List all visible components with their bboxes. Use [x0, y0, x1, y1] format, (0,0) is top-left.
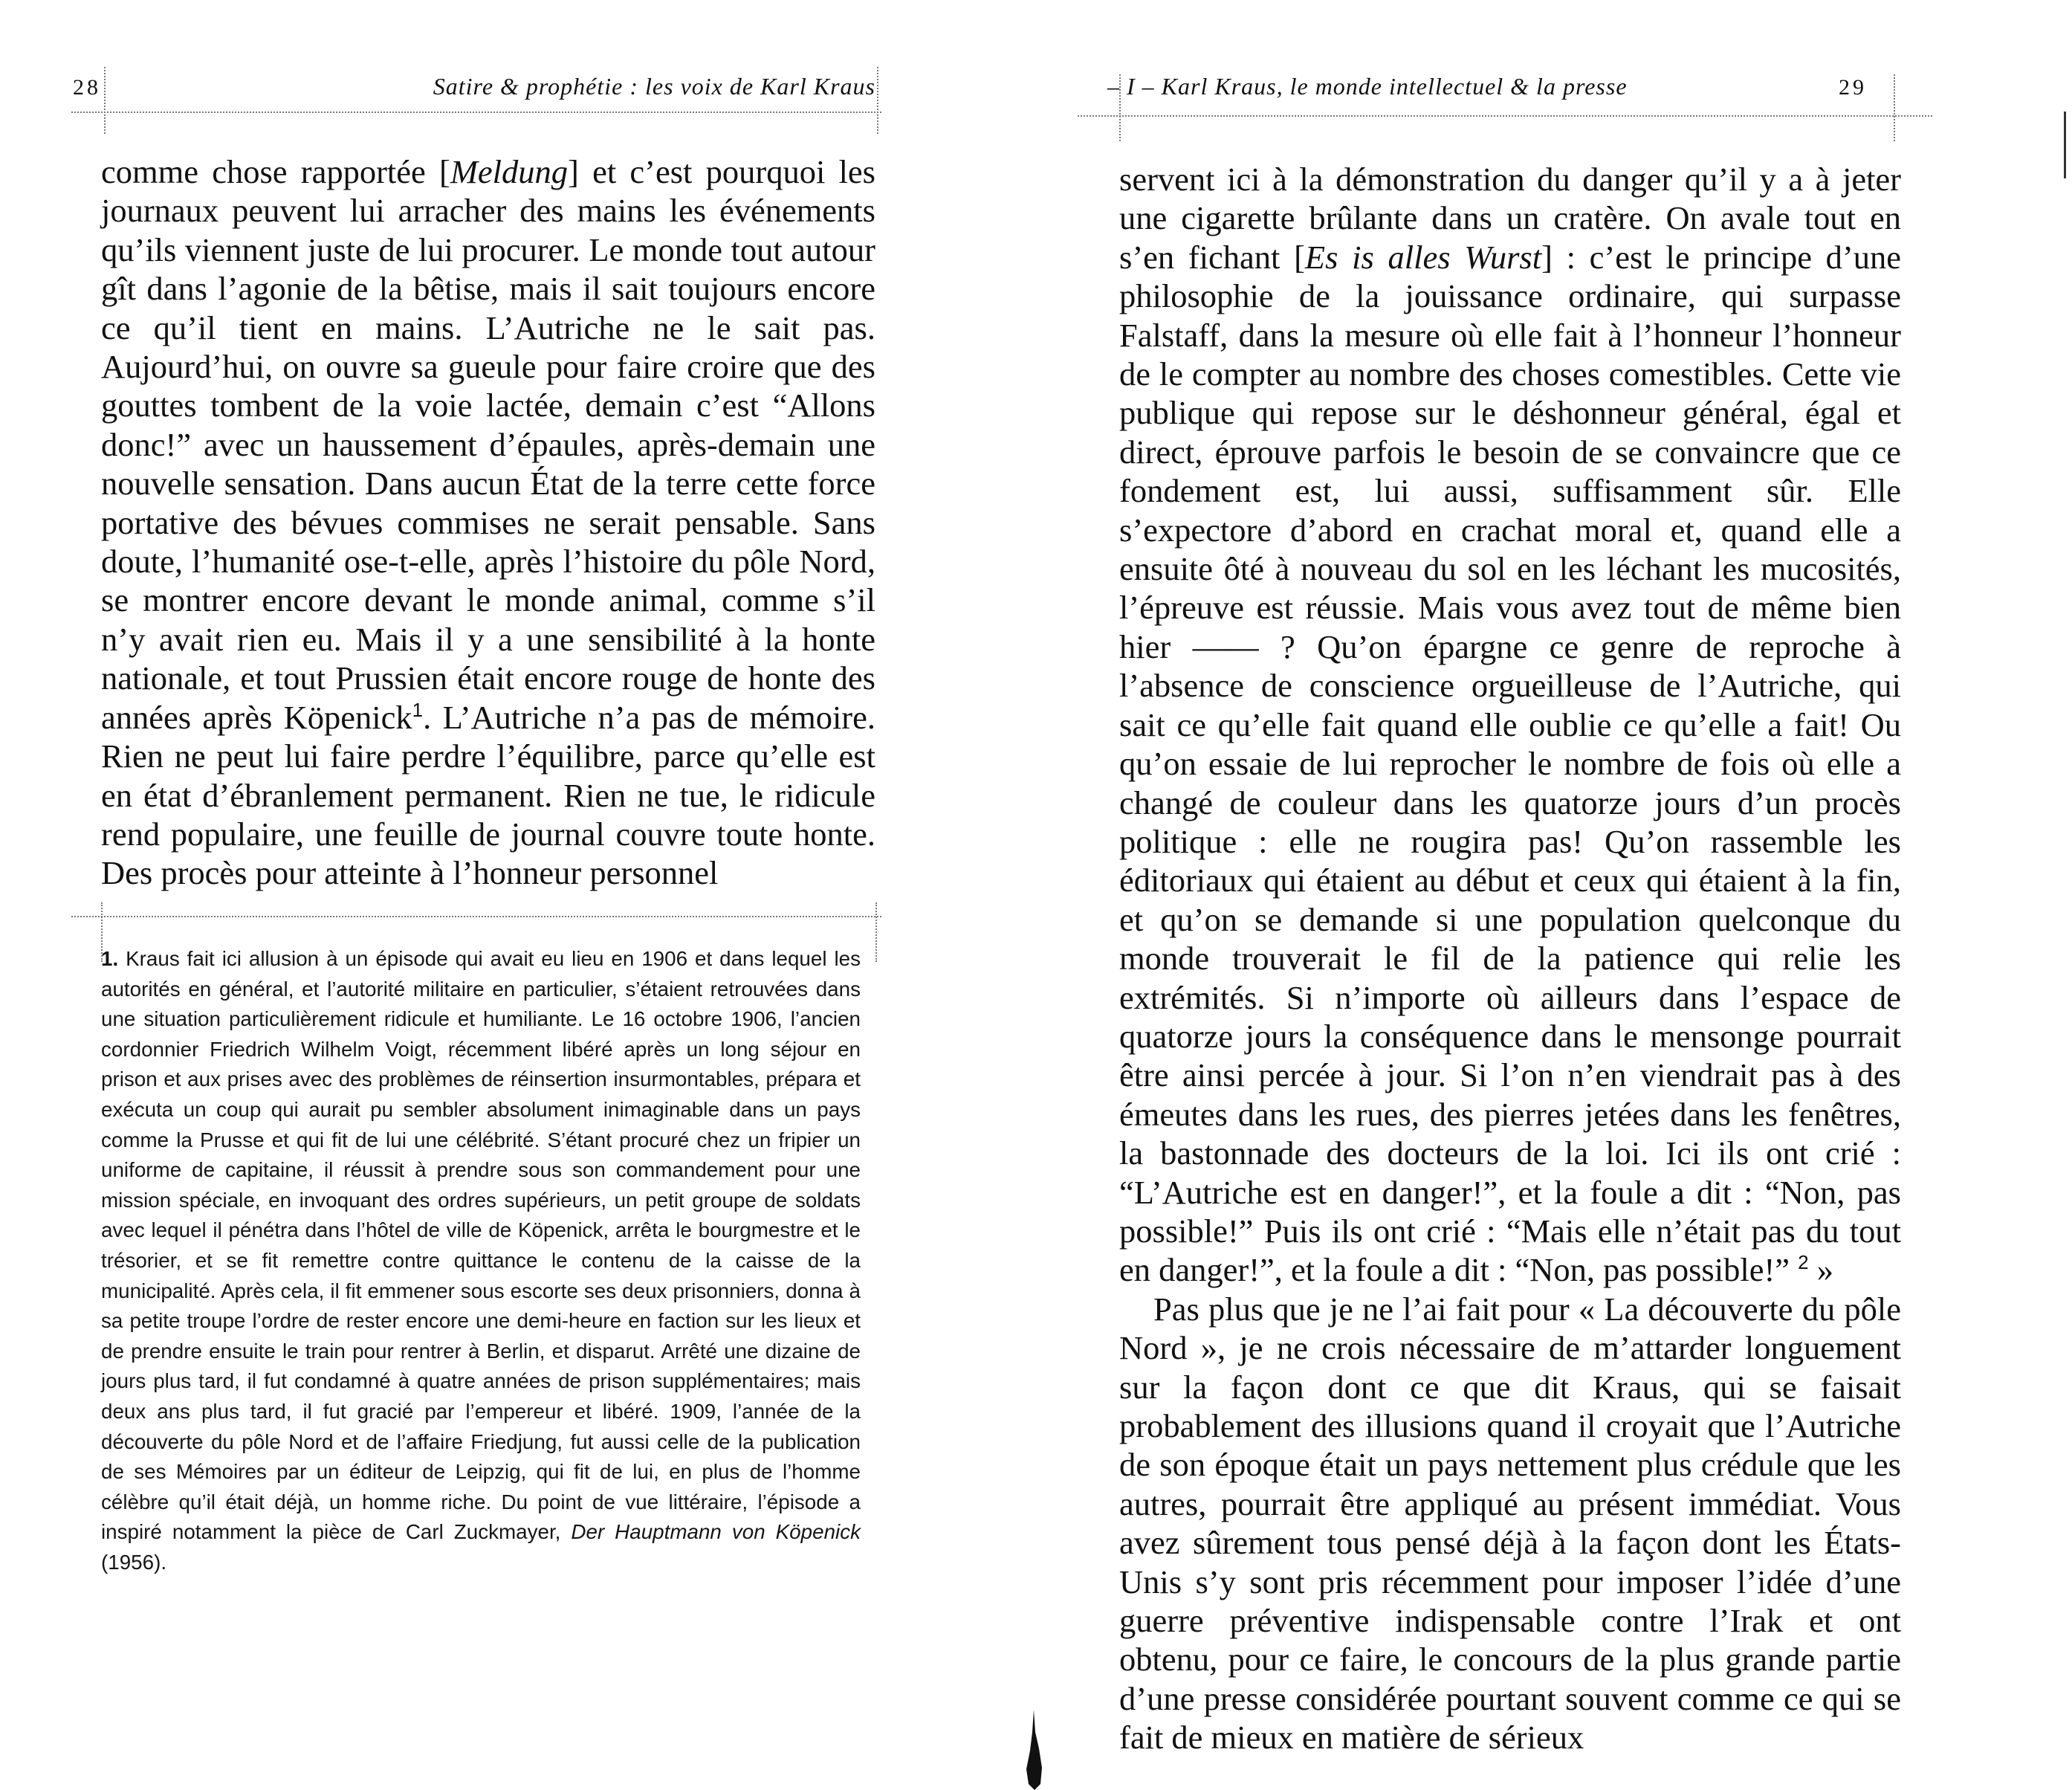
right-running-head: [1107, 73, 1867, 109]
left-page: [0, 0, 1026, 1790]
text-run: ] et c’est pourquoi les journaux peuvent lui arracher des mains les événements qu’ils viennent juste de lui procurer. Le monde tout autour gît dans l’agonie de la bêtise, mais il sait toujours encore ce qu’il tient en mains. L’Autriche ne le sait pas. Aujourd’hui, on ouvre sa gueule pour faire croire que des gouttes tombent de la voie lactée, demain c’est “Allons donc!” avec un haussement d’épaules, après-demain une nouvelle sensation. Dans aucun État de la terre cette force portative des bévues commises ne serait pensable. Sans doute, l’humanité ose-t-elle, après l’histoire du pôle Nord, se montrer encore devant le monde animal, comme s’il n’y avait rien eu. Mais il y a une sensibilité à la honte nationale, et tout Prussien était encore rouge de honte des années après Köpenick: [101, 153, 875, 736]
scan-margin-mark: [2064, 112, 2066, 178]
left-paragraph: [101, 152, 875, 893]
footnote-number: 1.: [101, 947, 119, 970]
right-page: [1048, 0, 2072, 1790]
text-run: servent ici à la démonstration du danger qu’il y a à jeter une cigarette brûlante dans un cratère. On avale tout en s’en fichant [: [1119, 161, 1901, 276]
footnote-text: Kraus fait ici allusion à un épisode qui avait eu lieu en 1906 et dans lequel les autorités en général, et l’autorité militaire en particulier, s’étaient retrouvées dans une situation particulièrement ridicule et humiliante. Le 16 octobre 1906, l’ancien cordonnier Friedrich Wilhelm Voigt, récemment libéré après un long séjour en prison et aux prises avec des problèmes de réinsertion insurmontables, prépara et exécuta un coup qui aurait pu sembler absolument inimaginable dans un pays comme la Prusse et qui fit de lui une célébrité. S’étant procuré chez un fripier un uniforme de capitaine, il réussit à prendre sous son commandement pour une mission spéciale, en invoquant des ordres supérieurs, un petit groupe de soldats avec lequel il pénétra dans l’hôtel de ville de Köpenick, arrêta le bourgmestre et le trésorier, et se fit remettre contre quittance le contenu de la caisse de la municipalité. Après cela, il fit emmener sous escorte ses deux prisonniers, donna à sa petite troupe l’ordre de rester encore une demi-heure en faction sur les lieux et de prendre ensuite le train pour rentrer à Berlin, et disparut. Arrêté une dizaine de jours plus tard, il fut condamné à quatre années de prison supplémentaires; mais deux ans plus tard, il fut gracié par l’empereur et libéré. 1909, l’année de la découverte du pôle Nord et de l’affaire Friedjung, fut aussi celle de la publication de ses Mémoires par un éditeur de Leipzig, qui fit de lui, en plus de l’homme célèbre qu’il était déjà, un homme riche. Du point de vue littéraire, l’épisode a inspiré notamment la pièce de Carl Zuckmayer,: [101, 947, 861, 1544]
left-running-title: Satire & prophétie : les voix de Karl Kraus: [433, 73, 875, 100]
binding-ink-blot: [1024, 1710, 1043, 1790]
left-page-number: 28: [73, 75, 101, 100]
left-header-tick: [877, 67, 878, 134]
footnote-work-year: (1956).: [101, 1550, 167, 1574]
left-body-text: [101, 152, 875, 893]
left-header-rule: [71, 112, 881, 113]
text-run: »: [1808, 1251, 1834, 1289]
right-page-number: 29: [1839, 75, 1867, 100]
german-term: Meldung: [450, 153, 569, 190]
footnote-separator: [71, 916, 881, 917]
footnote-work-title: Der Hauptmann von Köpenick: [571, 1520, 861, 1544]
right-paragraph: Pas plus que je ne l’ai fait pour « La découverte du pôle Nord », je ne crois nécessaire de m’attarder longuement sur la façon dont ce que dit Kraus, qui se faisait probablement des illusions quand il croyait que l’Autriche de son époque était un pays nettement plus crédule que les autres, pourrait être appliqué au présent immédiat. Vous avez sûrement tous pensé déjà à la façon dont les États-Unis s’y sont pris récemment pour imposer l’idée d’une guerre préventive indispensable contre l’Irak et ont obtenu, pour ce faire, le concours de la plus grande partie d’une presse considérée pourtant souvent comme ce qui se fait de mieux en matière de sérieux: [1119, 1290, 1901, 1757]
footnote: [101, 944, 861, 1577]
text-run: comme chose rapportée [: [101, 153, 450, 190]
footnote-reference[interactable]: 2: [1798, 1251, 1809, 1274]
text-run: . L’Autriche n’a pas de mémoire. Rien ne peut lui faire perdre l’équilibre, parce qu’elle est en état d’ébranlement permanent. Rien ne tue, le ridicule rend populaire, une feuille de journal couvre toute honte. Des procès pour atteinte à l’honneur personnel: [101, 698, 875, 892]
text-run: ] : c’est le principe d’une philosophie de la jouissance ordinaire, qui surpasse Falstaff, dans la mesure où elle fait à l’honneur l’honneur de le compter au nombre des choses comestibles. Cette vie publique qui repose sur le déshonneur général, égal et direct, éprouve parfois le besoin de se convaincre que ce fondement est, lui aussi, suffisamment sûr. Elle s’expectore d’abord en crachat moral et, quand elle a ensuite ôté à nouveau du sol en les léchant les mucosités, l’épreuve est réussie. Mais vous avez tout de même bien hier —— ? Qu’on épargne ce genre de reproche à l’absence de conscience orgueilleuse de l’Autriche, qui sait ce qu’elle fait quand elle oublie ce qu’elle a fait! Ou qu’on essaie de lui reprocher le nombre de fois où elle a changé de couleur dans les quatorze jours d’un procès politique : elle ne rougira pas! Qu’on rassemble les éditoriaux qui étaient au début et ceux qui étaient à la fin, et qu’on se demande si une population quelconque du monde trouverait le fil de la patience qui relie les extrémités. Si n’importe où ailleurs dans l’espace de quatorze jours la conséquence dans le mensonge pourrait être ainsi percée à jour. Si l’on n’en viendrait pas à des émeutes dans les rues, des pierres jetées dans les fenêtres, la bastonnade des docteurs de la loi. Ici ils ont crié : “L’Autriche est en danger!”, et la foule a dit : “Non, pas possible!” Puis ils ont crié : “Mais elle n’était pas du tout en danger!”, et la foule a dit : “Non, pas possible!”: [1119, 238, 1901, 1289]
right-header-tick: [1894, 74, 1895, 141]
right-body-text: [1119, 160, 1901, 1757]
right-header-rule: [1078, 115, 1932, 117]
left-running-head: [73, 73, 875, 109]
footnote-tick: [875, 902, 877, 962]
right-running-title: – I – Karl Kraus, le monde intellectuel & la presse: [1107, 73, 1628, 100]
right-header-tick: [1119, 74, 1121, 141]
right-paragraph: [1119, 160, 1901, 1290]
left-header-tick: [104, 67, 106, 134]
german-phrase: Es is alles Wurst: [1304, 238, 1542, 276]
footnote-reference[interactable]: 1: [412, 698, 424, 721]
